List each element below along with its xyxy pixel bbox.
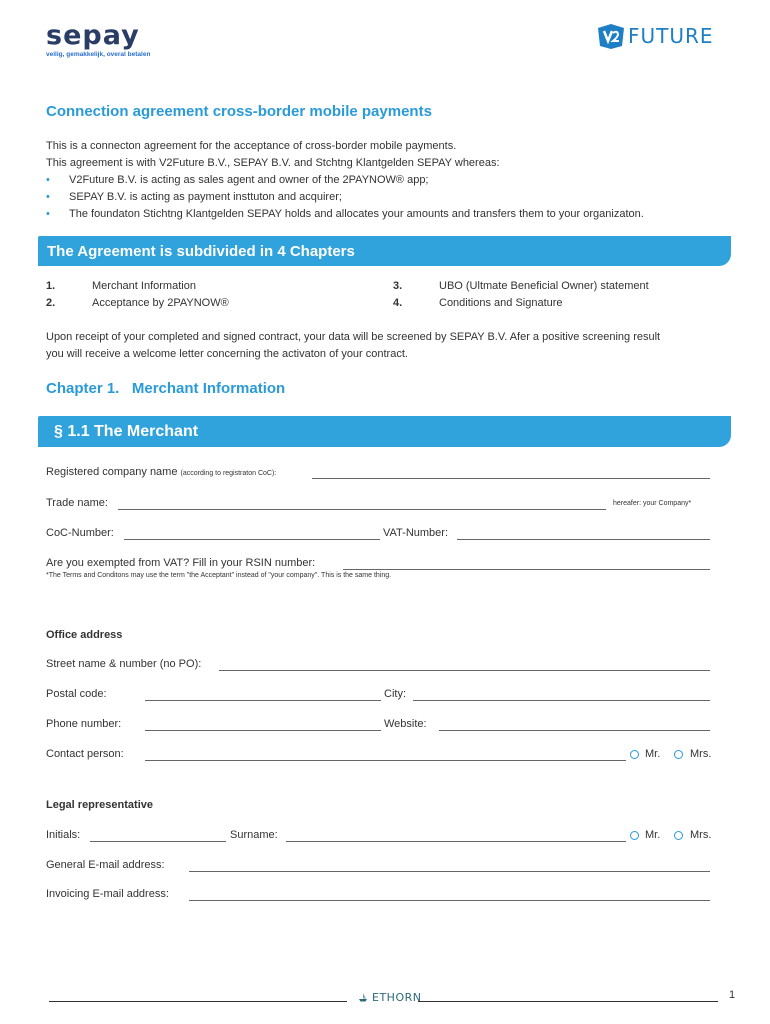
surname-field[interactable] [286,841,626,842]
trade-name-field[interactable] [118,509,606,510]
bullet-text: The foundaton Stichtng Klantgelden SEPAY holds and allocates your amounts and transfers them to your organizaton. [69,208,644,220]
street-field[interactable] [219,670,710,671]
legal-rep-heading: Legal representative [46,799,153,811]
legal-mrs-radio[interactable] [674,831,683,840]
street-label: Street name & number (no PO): [46,658,202,670]
agreement-banner: The Agreement is subdivided in 4 Chapters [38,236,731,266]
chapter-item [393,295,649,312]
intro-text [46,138,644,223]
registered-name-field[interactable] [312,478,710,479]
website-label: Website: [384,718,427,730]
footer-rule-left [49,1001,347,1002]
receipt-line-2: you will receive a welcome letter concerning the activaton of your contract. [46,348,408,360]
coc-number-label: CoC-Number: [46,527,114,539]
contact-mr-label: Mr. [645,748,661,760]
vat-number-field[interactable] [457,539,710,540]
bullet-marker: • [46,191,50,203]
footer-rule-right [418,1001,718,1002]
general-email-label: General E-mail address: [46,859,165,871]
chapter-label: UBO (Ultmate Beneficial Owner) statement [439,280,649,292]
postal-code-label: Postal code: [46,688,107,700]
contact-person-field[interactable] [145,760,626,761]
vat-number-label: VAT-Number: [383,527,448,539]
general-email-field[interactable] [189,871,710,872]
phone-label: Phone number: [46,718,122,730]
phone-field[interactable] [145,730,381,731]
chapter-number: 2. [46,297,56,309]
contact-mrs-radio[interactable] [674,750,683,759]
coc-number-field[interactable] [124,539,380,540]
sepay-logo [46,22,150,58]
chapter-1-title: Chapter 1. Merchant Information [46,380,286,397]
bullet-text: V2Future B.V. is acting as sales agent and owner of the 2PAYNOW® app; [69,174,429,186]
city-field[interactable] [413,700,710,701]
invoicing-email-label: Invoicing E-mail address: [46,888,169,900]
rsin-field[interactable] [343,569,710,570]
bullet-marker: • [46,174,50,186]
v2future-logo-text: FUTURE [628,24,714,48]
legal-mr-label: Mr. [645,829,661,841]
v2-emblem-icon [596,22,626,50]
chapter-label: Conditions and Signature [439,297,563,309]
trade-name-note: hereafer: your Company* [613,500,692,507]
receipt-line-1: Upon receipt of your completed and signed contract, your data will be screened by SEPAY B.V. Afer a positive screening result [46,331,661,343]
chapter-label: Acceptance by 2PAYNOW® [92,297,229,309]
initials-label: Initials: [46,829,81,841]
footnote: *The Terms and Conditons may use the term "the Acceptant" instead of "your company". This is the same thing. [46,572,392,579]
legal-mr-radio[interactable] [630,831,639,840]
chapter-list-right [393,278,649,312]
chapter-number: 1. [46,280,56,292]
intro-bullet [46,206,644,223]
rsin-label: Are you exempted from VAT? Fill in your RSIN number: [46,557,316,569]
website-field[interactable] [439,730,710,731]
intro-bullet [46,172,644,189]
city-label: City: [384,688,406,700]
sepay-tagline: veilig, gemakkelijk, overal betalen [46,51,151,58]
registered-name-note: (according to registraton CoC): [180,470,277,477]
chapter-item [46,295,229,312]
sepay-logo-text: sepay [46,20,140,51]
office-address-heading: Office address [46,629,123,641]
page-number: 1 [729,989,736,1001]
bullet-text: SEPAY B.V. is acting as payment insttuton and acquirer; [69,191,342,203]
footer-logo-text: ETHORN [372,991,422,1004]
initials-field[interactable] [90,841,226,842]
surname-label: Surname: [230,829,278,841]
postal-code-field[interactable] [145,700,381,701]
chapter-label: Merchant Information [92,280,196,292]
intro-bullet [46,189,644,206]
legal-mrs-label: Mrs. [690,829,712,841]
intro-line-1: This is a connecton agreement for the acceptance of cross-border mobile payments. [46,140,457,152]
chapter-item [393,278,649,295]
footer-logo [358,991,421,1004]
registered-name-text: Registered company name [46,466,178,478]
boat-icon [358,992,368,1002]
contact-mr-radio[interactable] [630,750,639,759]
intro-line-2: This agreement is with V2Future B.V., SEPAY B.V. and Stchtng Klantgelden SEPAY whereas: [46,157,500,169]
v2future-logo [596,22,714,50]
trade-name-label: Trade name: [46,497,108,509]
contact-person-label: Contact person: [46,748,124,760]
bullet-marker: • [46,208,50,220]
chapter-list-left [46,278,229,312]
merchant-banner: § 1.1 The Merchant [38,416,731,447]
receipt-paragraph [46,329,726,363]
chapter-number: 4. [393,297,403,309]
chapter-item [46,278,229,295]
page-title: Connection agreement cross-border mobile payments [46,103,432,120]
registered-name-label [46,466,276,478]
contact-mrs-label: Mrs. [690,748,712,760]
chapter-number: 3. [393,280,403,292]
invoicing-email-field[interactable] [189,900,710,901]
